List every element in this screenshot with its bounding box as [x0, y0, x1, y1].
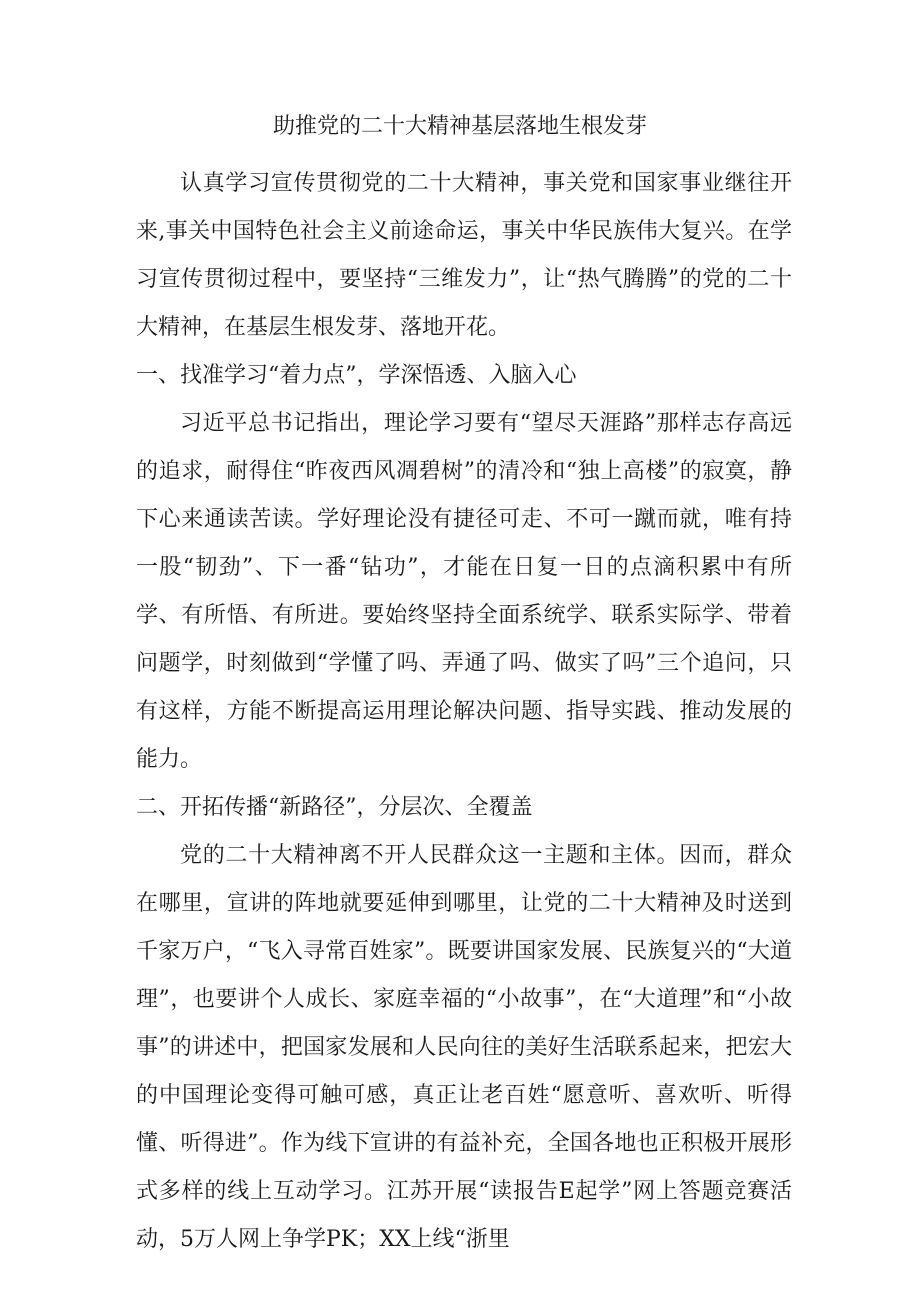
intro-paragraph: 认真学习宣传贯彻党的二十大精神，事关党和国家事业继往开来,事关中国特色社会主义前途命运，事关中华民族伟大复兴。在学习宣传贯彻过程中，要坚持“三维发力”，让“热气腾腾”的党的二十大精神，在基层生根发芽、落地开花。: [136, 171, 792, 340]
section-paragraph-1: 习近平总书记指出，理论学习要有“望尽天涯路”那样志存高远的追求，耐得住“昨夜西风凋碧树”的清冷和“独上高楼”的寂寞，静下心来通读苦读。学好理论没有捷径可走、不可一蹴而就，唯有持一股“韧劲”、下一番“钻功”，才能在日复一日的点滴积累中有所学、有所悟、有所进。要始终坚持全面系统学、联系实际学、带着问题学，时刻做到“学懂了吗、弄通了吗、做实了吗”三个追问，只有这样，方能不断提高运用理论解决问题、指导实践、推动发展的能力。: [136, 411, 792, 772]
document-body: [136, 160, 792, 1264]
section-heading-2: 二、开拓传播“新路径”，分层次、全覆盖: [136, 795, 533, 820]
document-title: 助推党的二十大精神基层落地生根发芽: [272, 114, 647, 139]
section-heading-1: 一、找准学习“着力点”，学深悟透、入脑入心: [136, 363, 577, 388]
section-paragraph-2: 党的二十大精神离不开人民群众这一主题和主体。因而，群众在哪里，宣讲的阵地就要延伸到哪里，让党的二十大精神及时送到千家万户，“飞入寻常百姓家”。既要讲国家发展、民族复兴的“大道理”，也要讲个人成长、家庭幸福的“小故事”，在“大道理”和“小故事”的讲述中，把国家发展和人民向往的美好生活联系起来，把宏大的中国理论变得可触可感，真正让老百姓“愿意听、喜欢听、听得懂、听得进”。作为线下宣讲的有益补充，全国各地也正积极开展形式多样的线上互动学习。江苏开展“读报告E起学”网上答题竞赛活动，5万人网上争学PK；XX上线“浙里: [136, 843, 793, 1252]
